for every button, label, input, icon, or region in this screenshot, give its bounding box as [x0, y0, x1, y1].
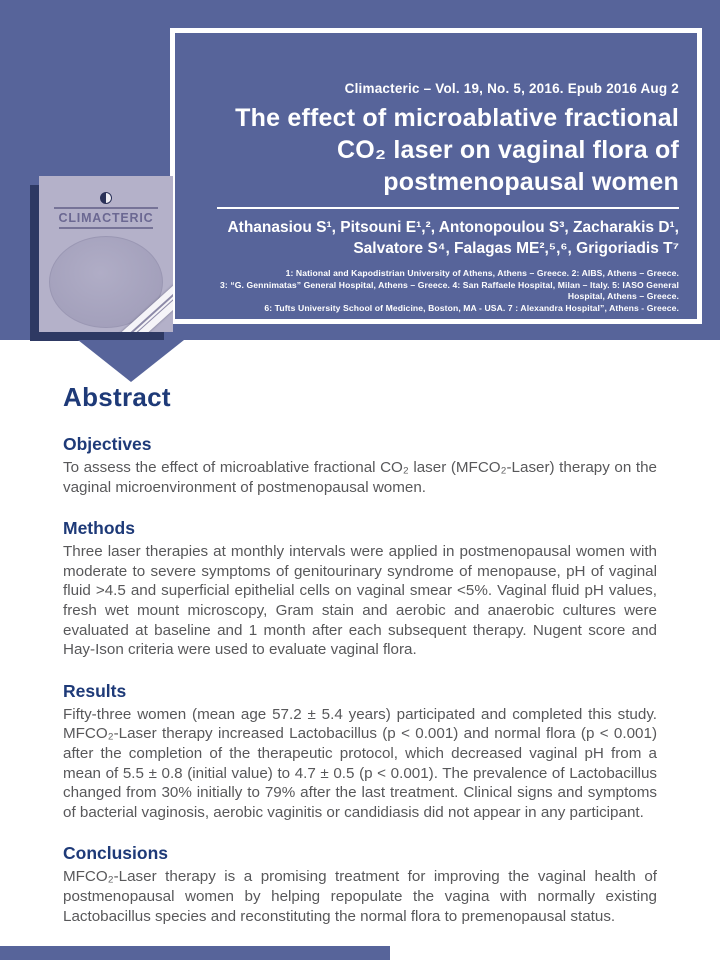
cover-decorative-line-bottom — [59, 227, 153, 229]
section-conclusions — [63, 843, 657, 926]
results-text: Fifty-three women (mean age 57.2 ± 5.4 years) participated and completed this study. MFCO₂-Laser therapy increased Lactobacillus (p < 0.001) and normal flora (p < 0.001) after the completion of the therapeutic protocol, which decreased vaginal pH from a mean of 5.5 ± 0.8 (initial value) to 4.7 ± 0.5 (p < 0.001). The prevalence of Lactobacillus changed from 30% initially to 79% after the last treatment. Clinical signs and symptoms of bacterial vaginosis, aerobic vaginitis or candidiasis did not appear in any participant. — [63, 705, 657, 821]
paper-title-line-3: postmenopausal women — [383, 168, 679, 196]
section-objectives — [63, 434, 657, 497]
abstract-heading: Abstract — [63, 382, 171, 412]
results-heading: Results — [63, 680, 127, 701]
journal-logo-icon — [100, 192, 112, 204]
abstract-content — [63, 382, 657, 926]
conclusions-text: MFCO₂-Laser therapy is a promising treatment for improving the vaginal health of postmenopausal women by helping repopulate the vagina with normally existing Lactobacillus species and reconstituting the normal flora to premenopausal status. — [63, 868, 657, 925]
conclusions-heading: Conclusions — [63, 843, 169, 864]
methods-heading: Methods — [63, 518, 135, 539]
author-line-2: Salvatore S⁴, Falagas ME²,⁵,⁶, Grigoriadis T⁷ — [353, 240, 679, 257]
objectives-text: To assess the effect of microablative fractional CO₂ laser (MFCO₂-Laser) therapy on the vaginal microenvironment of postmenopausal women. — [63, 459, 657, 496]
author-list — [205, 217, 679, 259]
author-line-1: Athanasiou S¹, Pitsouni E¹,², Antonopoulou S³, Zacharakis D¹, — [227, 219, 679, 236]
paper-title — [205, 102, 679, 198]
affiliation-line-2: 3: “G. Gennimatas” General Hospital, Athens – Greece. 4: San Raffaele Hospital, Milan – Italy. 5: IASO General Hospital, Athens – Greece. — [220, 279, 679, 301]
paper-title-line-2: CO₂ laser on vaginal flora of — [337, 136, 679, 164]
cover-decorative-line-top — [54, 207, 159, 209]
title-authors-divider — [217, 207, 679, 209]
paper-title-line-1: The effect of microablative fractional — [235, 104, 679, 132]
section-methods — [63, 518, 657, 660]
methods-text: Three laser therapies at monthly intervals were applied in postmenopausal women with moderate to severe symptoms of genitourinary syndrome of menopause, pH of vaginal fluid >4.5 and superficial epithelial cells on vaginal smear <5%. Vaginal fluid pH values, fresh wet mount microscopy, Gram stain and aerobic and anaerobic cultures were evaluated at baseline and 1 month after each subsequent therapy. Nugent score and Hay-Ison criteria were used to evaluate vaginal flora. — [63, 543, 657, 659]
journal-cover-title: CLIMACTERIC — [58, 211, 154, 225]
objectives-heading: Objectives — [63, 434, 152, 454]
journal-citation: Climacteric – Vol. 19, No. 5, 2016. Epub 2016 Aug 2 — [344, 81, 679, 96]
footer-band — [0, 946, 390, 960]
affiliation-line-1: 1: National and Kapodistrian University of Athens, Athens – Greece. 2: AIBS, Athens – Greece. — [285, 268, 679, 278]
header-band — [0, 0, 720, 340]
header-title-box — [170, 28, 702, 324]
affiliation-line-3: 6: Tufts University School of Medicine, Boston, MA - USA. 7 : Alexandra Hospital”, Athens - Greece. — [264, 302, 679, 313]
journal-cover-image — [39, 176, 173, 332]
down-arrow — [78, 340, 184, 382]
affiliation-list — [205, 268, 679, 314]
section-results — [63, 681, 657, 823]
